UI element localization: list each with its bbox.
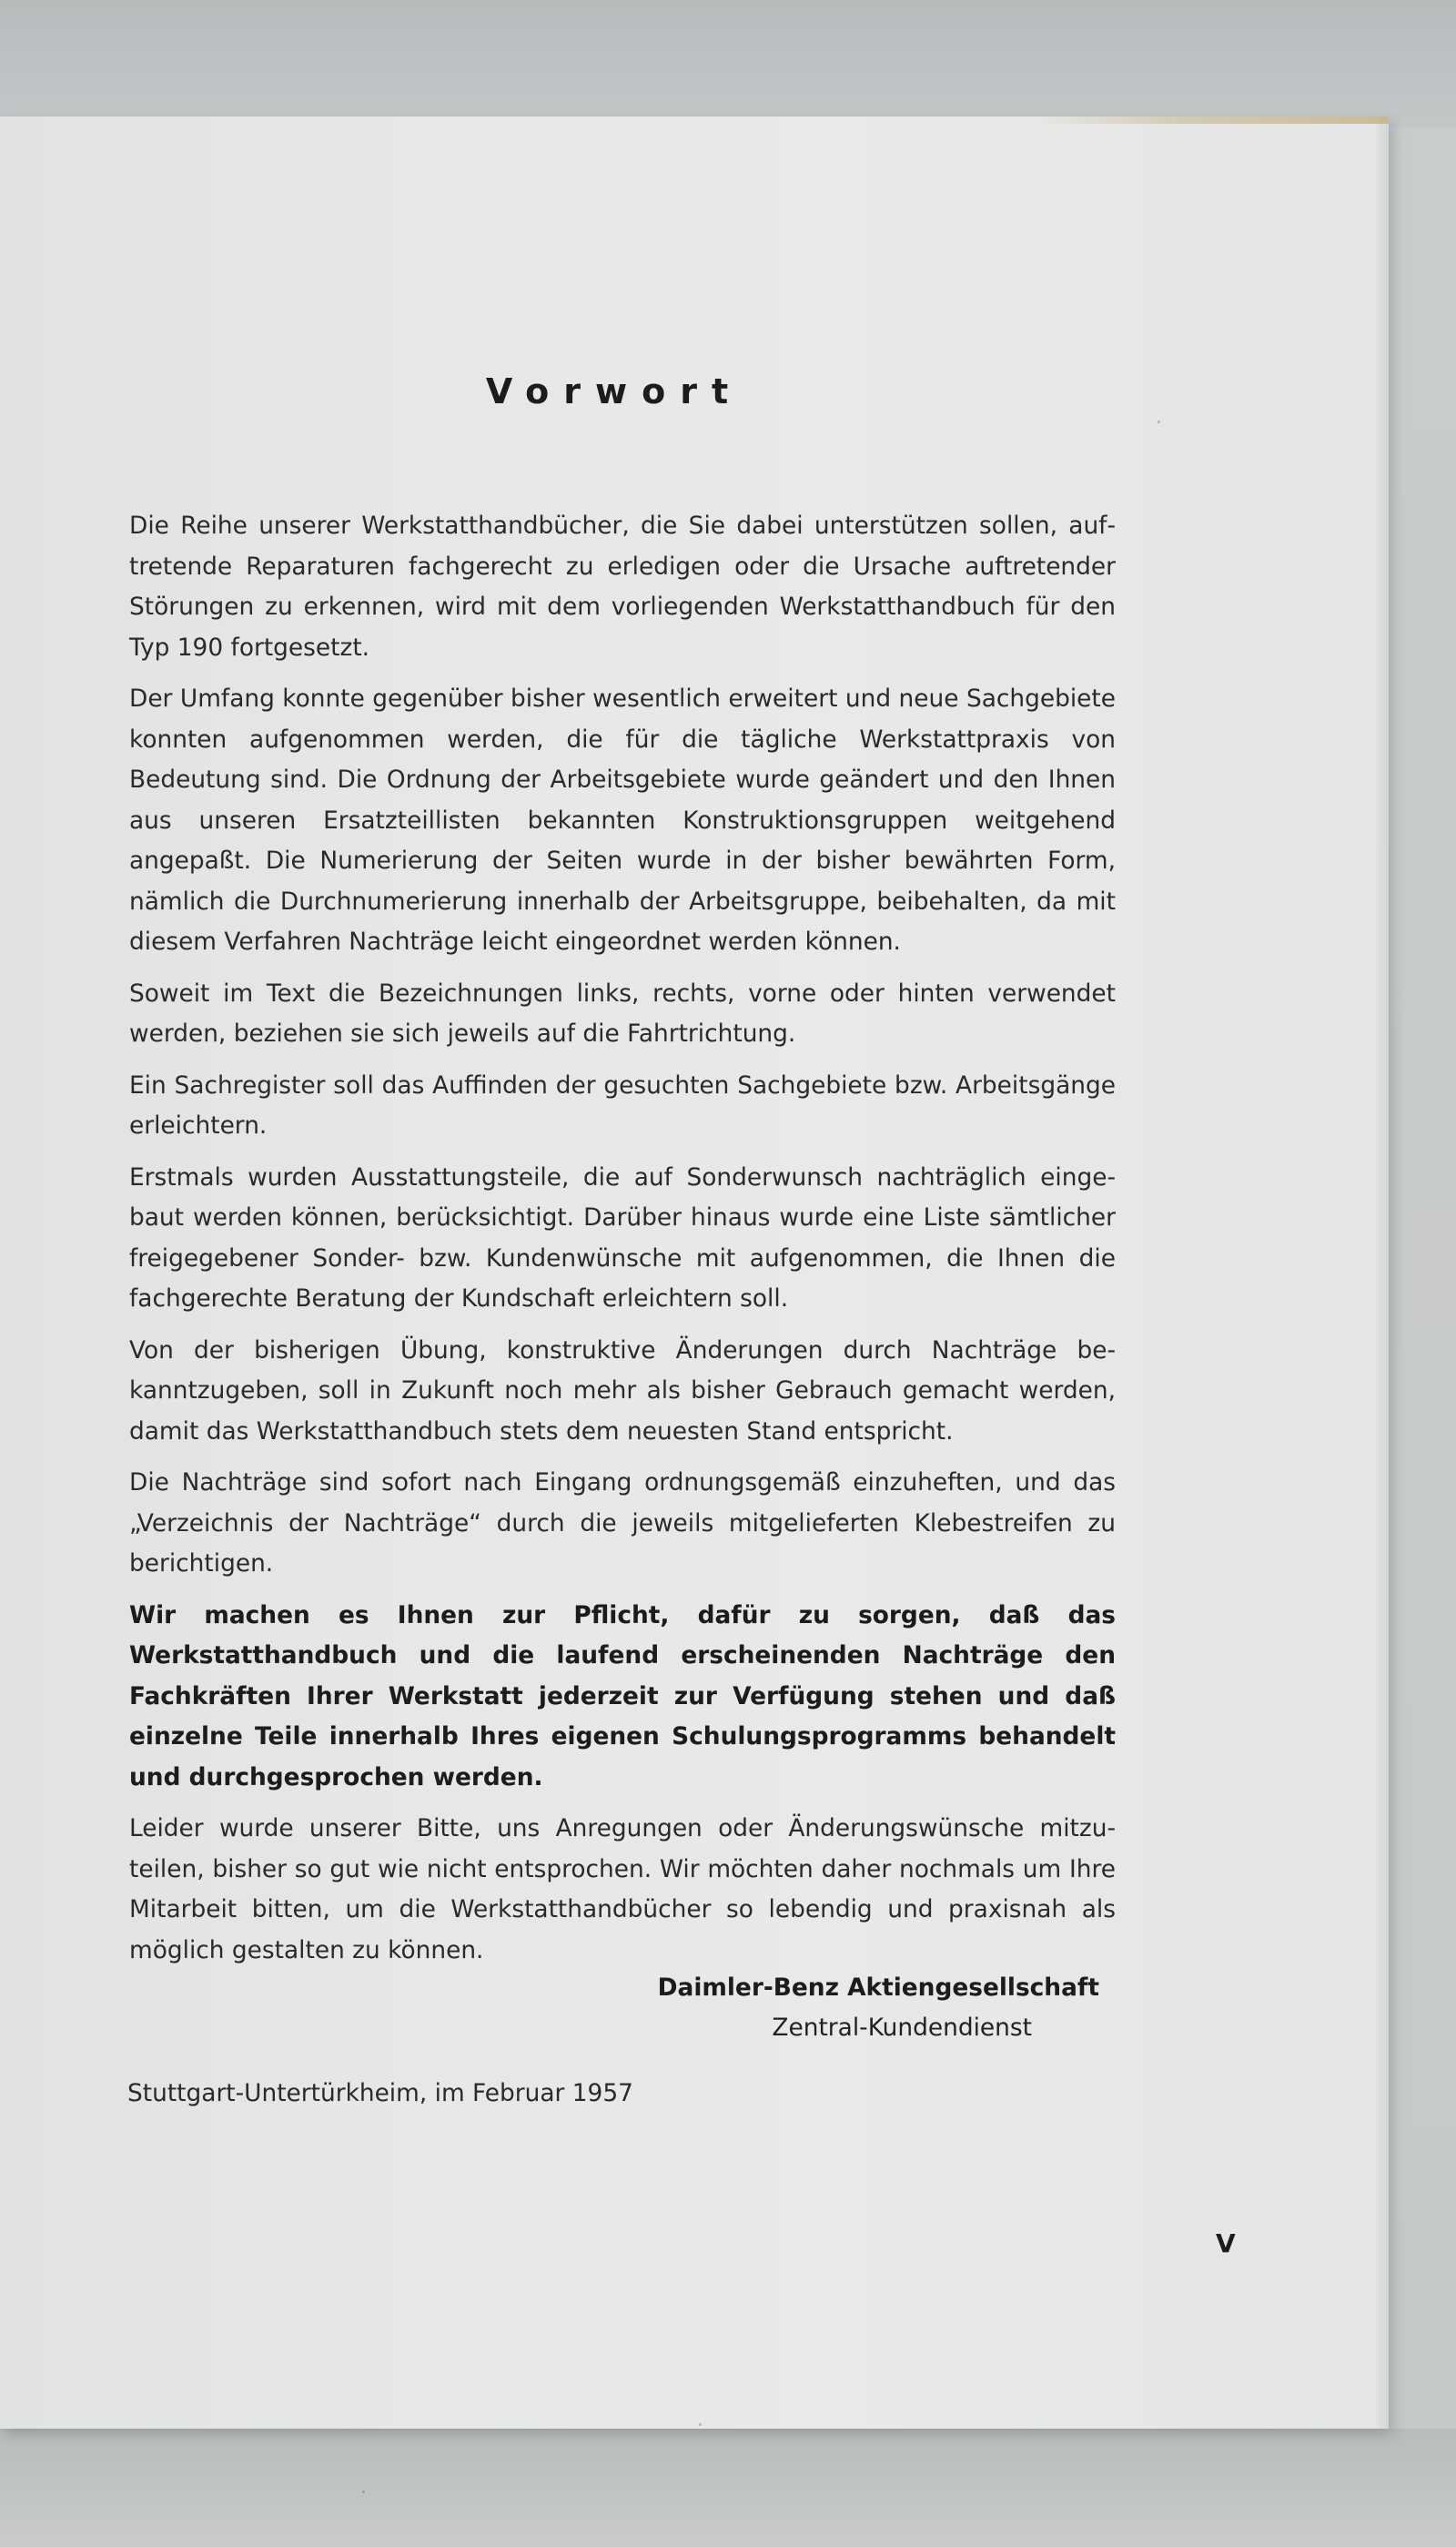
page-right-edge bbox=[1376, 117, 1389, 2429]
page-top-edge-stain bbox=[1037, 117, 1389, 124]
paper-speck bbox=[362, 2491, 365, 2493]
background-bottom bbox=[0, 2429, 1456, 2547]
paper-speck bbox=[1158, 421, 1160, 423]
paragraph-7: Die Nachträge sind sofort nach Eingang ordnungsgemäß einzuheften, und das „Verzeichnis der Nachträge“ durch die jeweils mitgelieferten Klebestreifen zu berichtigen. bbox=[129, 1468, 1116, 1578]
signature-block bbox=[637, 1968, 1099, 2048]
signature-company: Daimler-Benz Aktiengesellschaft bbox=[657, 1974, 1099, 2002]
body-text bbox=[129, 506, 1116, 1971]
paper-speck bbox=[699, 2423, 702, 2426]
background-top bbox=[0, 0, 1456, 127]
paragraph-3: Soweit im Text die Bezeichnungen links, rechts, vorne oder hinten verwendet werden, beziehen sie sich jeweils auf die Fahrtrichtung. bbox=[129, 979, 1116, 1048]
paragraph-4: Ein Sachregister soll das Auffinden der gesuchten Sachgebiete bzw. Arbeitsgänge erleichtern. bbox=[129, 1071, 1116, 1140]
paragraph-1: Die Reihe unserer Werkstatthandbücher, die Sie dabei unterstützen sollen, auftretende Reparaturen fachgerecht zu erledigen oder die Ursache auftretender Störungen zu erkennen, wird mit dem vorliegenden Werkstatthandbuch für den Typ 190 fortgesetzt. bbox=[129, 512, 1116, 662]
paragraph-2: Der Umfang konnte gegenüber bisher wesentlich erweitert und neue Sachgebiete konnten aufgenommen werden, die für die tägliche Werkstattpraxis von Bedeutung sind. Die Ordnung der Arbeitsgebiete wurde geändert und den Ihnen aus unseren Ersatzteillisten bekannten Konstruktionsgruppen weitgehend angepaßt. Die Numerierung der Seiten wurde in der bisher bewährten Form, nämlich die Durchnumerierung innerhalb der Arbeitsgruppe, beibehalten, da mit diesem Verfahren Nachträge leicht eingeordnet werden können. bbox=[129, 685, 1116, 956]
signature-department: Zentral-Kundendienst bbox=[772, 2014, 1032, 2042]
paragraph-6: Von der bisherigen Übung, konstruktive Änderungen durch Nachträge bekanntzugeben, soll in Zukunft noch mehr als bisher Gebrauch gemacht werden, damit das Werkstatthandbuch stets dem neuesten Stand entspricht. bbox=[129, 1335, 1116, 1446]
place-date: Stuttgart-Untertürkheim, im Februar 1957 bbox=[127, 2079, 633, 2107]
page-title: Vorwort bbox=[485, 371, 743, 411]
closing-paragraph: Leider wurde unserer Bitte, uns Anregungen oder Änderungswünsche mitzuteilen, bisher so gut wie nicht entsprochen. Wir möchten daher nochmals um Ihre Mitarbeit bitten, um die Werkstatthandbücher so lebendig und praxisnah als möglich gestalten zu können. bbox=[129, 1814, 1116, 1964]
bold-paragraph: Wir machen es Ihnen zur Pflicht, dafür zu sorgen, daß das Werkstatthandbuch und die laufend erscheinenden Nachträge den Fachkräften Ihrer Werkstatt jederzeit zur Verfügung stehen und daß einzelne Teile innerhalb Ihres eigenen Schulungsprogramms behandelt und durchgesprochen werden. bbox=[129, 1600, 1116, 1791]
paragraph-5: Erstmals wurden Ausstattungsteile, die auf Sonderwunsch nachträglich eingebaut werden können, berücksichtigt. Darüber hinaus wurde eine Liste sämtlicher freigegebener Sonder- bzw. Kundenwünsche mit aufgenommen, die Ihnen die fachgerechte Beratung der Kundschaft erleichtern soll. bbox=[129, 1162, 1116, 1313]
page-number: V bbox=[1216, 2228, 1236, 2258]
